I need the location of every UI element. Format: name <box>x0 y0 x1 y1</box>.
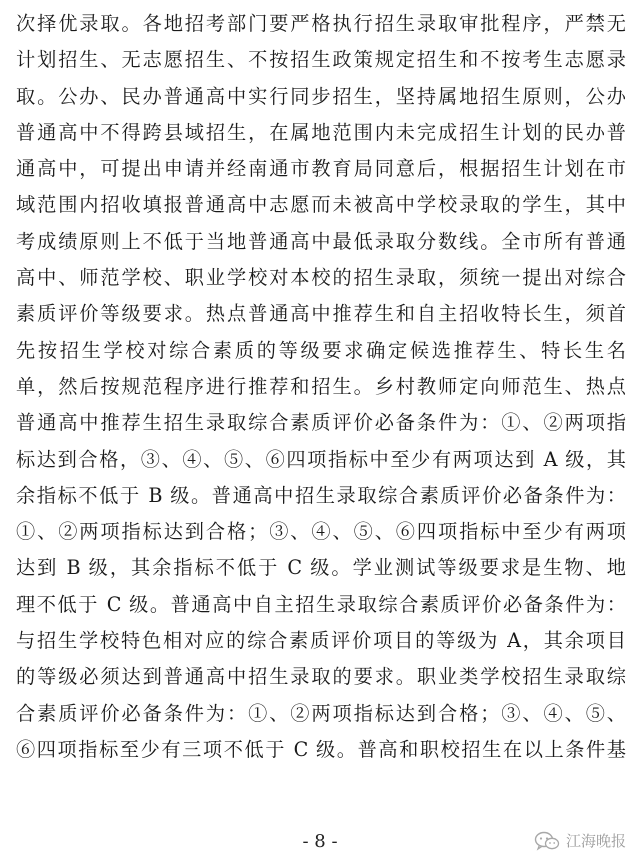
text-line: 次择优录取。各地招考部门要严格执行招生录取审批程序，严禁无 <box>16 12 626 35</box>
text-line: 合素质评价必备条件为：①、②两项指标达到合格；③、④、⑤、 <box>16 701 626 725</box>
text-line: 先按招生学校对综合素质的等级要求确定候选推荐生、特长生名 <box>16 338 626 362</box>
text-line: 取。公办、民办普通高中实行同步招生，坚持属地招生原则，公办 <box>16 84 626 108</box>
text-line: 余指标不低于 B 级。普通高中招生录取综合素质评价必备条件为： <box>16 483 626 507</box>
text-line: 考成绩原则上不低于当地普通高中最低录取分数线。全市所有普通 <box>16 229 626 253</box>
text-line: 的等级必须达到普通高中招生录取的要求。职业类学校招生录取综 <box>16 665 626 689</box>
text-line: 理不低于 C 级。普通高中自主招生录取综合素质评价必备条件为： <box>16 592 626 616</box>
text-line: 达到 B 级，其余指标不低于 C 级。学业测试等级要求是生物、地 <box>16 556 626 580</box>
watermark <box>534 830 626 852</box>
text-line: 与招生学校特色相对应的综合素质评价项目的等级为 A，其余项目 <box>16 629 626 653</box>
wechat-icon <box>534 831 560 851</box>
text-line: 标达到合格，③、④、⑤、⑥四项指标中至少有两项达到 A 级，其 <box>16 447 626 471</box>
text-line: 普通高中推荐生招生录取综合素质评价必备条件为：①、②两项指 <box>16 411 626 435</box>
text-line: 单，然后按规范程序进行推荐和招生。乡村教师定向师范生、热点 <box>16 374 626 398</box>
text-line: 计划招生、无志愿招生、不按招生政策规定招生和不按考生志愿录 <box>16 48 626 72</box>
text-line: 素质评价等级要求。热点普通高中推荐生和自主招收特长生，须首 <box>16 302 626 326</box>
text-line: 通高中，可提出申请并经南通市教育局同意后，根据招生计划在市 <box>16 157 626 181</box>
body-text <box>16 6 626 768</box>
watermark-text: 江海晚报 <box>565 832 626 850</box>
text-line: 域范围内招收填报普通高中志愿而未被高中学校录取的学生，其中 <box>16 193 626 217</box>
text-line: ①、②两项指标达到合格；③、④、⑤、⑥四项指标中至少有两项 <box>16 520 626 544</box>
page-number: - 8 - <box>302 831 338 852</box>
text-line: ⑥四项指标至少有三项不低于 C 级。普高和职校招生在以上条件基 <box>16 737 626 761</box>
text-line: 高中、师范学校、职业学校对本校的招生录取，须统一提出对综合 <box>16 266 626 290</box>
text-line: 普通高中不得跨县域招生，在属地范围内未完成招生计划的民办普 <box>16 120 626 144</box>
